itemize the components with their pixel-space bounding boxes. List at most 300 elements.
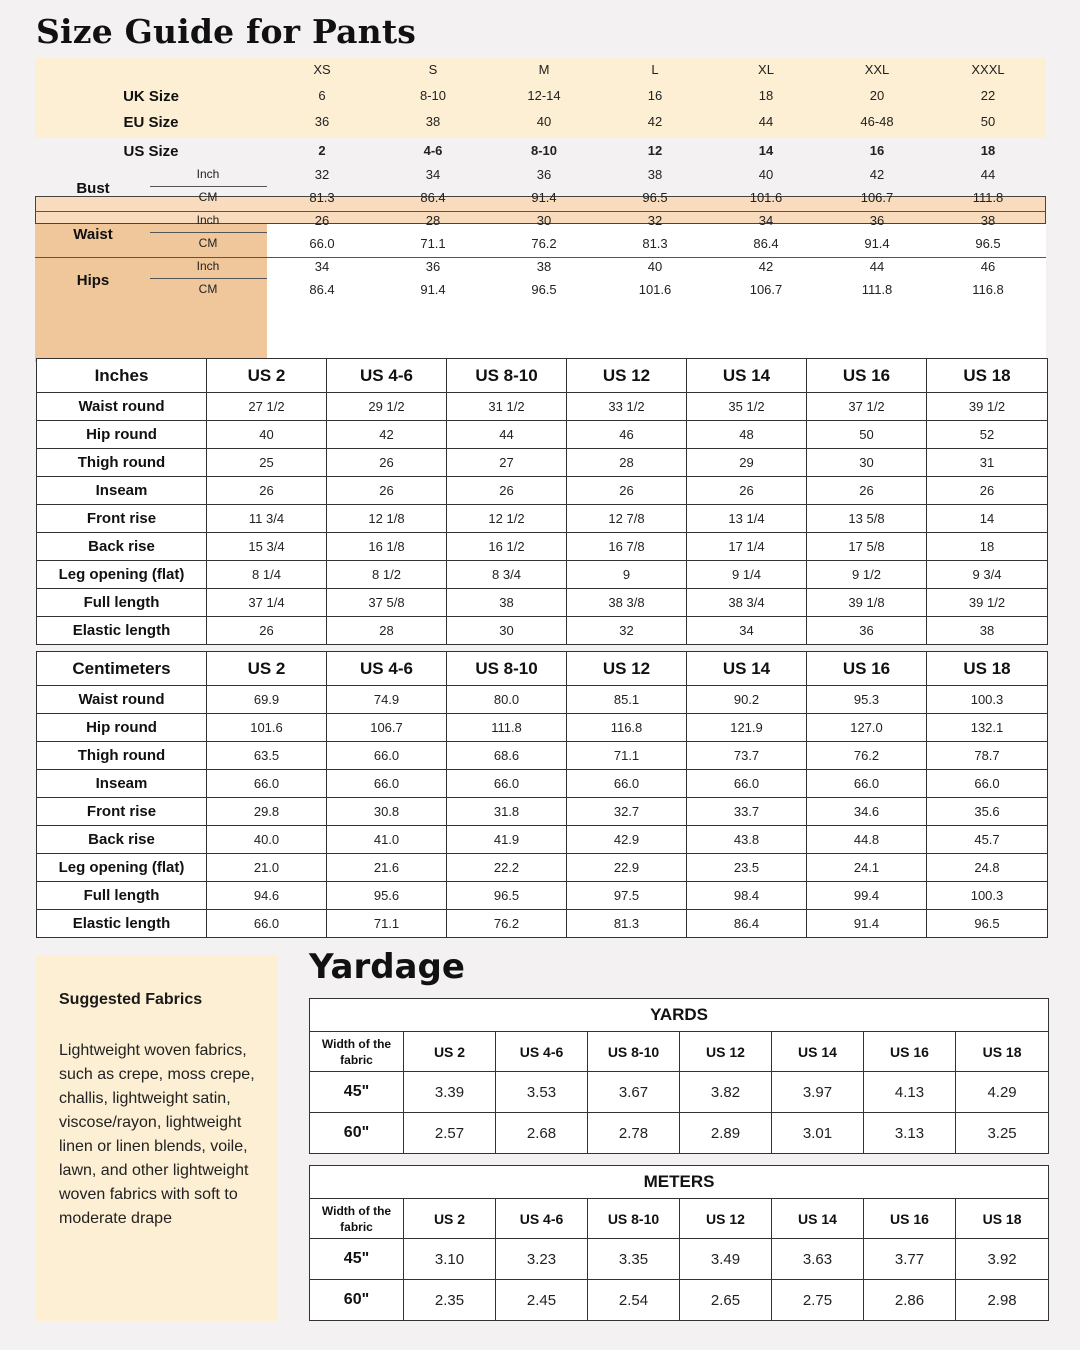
cm-value: 111.8	[861, 282, 893, 297]
cm-value: 76.2	[531, 236, 557, 251]
cm-value: 81.3	[642, 236, 668, 251]
letter-size: L	[651, 62, 659, 77]
table-cell: 86.4	[687, 910, 807, 938]
us-size-value: 12	[647, 143, 663, 158]
table-cell: 99.4	[807, 882, 927, 910]
table-cell: 26	[327, 477, 447, 505]
size-header: US 4-6	[496, 1199, 588, 1239]
table-cell: 4.29	[956, 1072, 1049, 1113]
eu-size-value: 44	[758, 114, 774, 129]
fabric-width: 45"	[310, 1239, 404, 1280]
table-cell: 27	[447, 449, 567, 477]
eu-size-value: 36	[314, 114, 330, 129]
table-cell: 29 1/2	[327, 393, 447, 421]
table-cell: 30.8	[327, 798, 447, 826]
uk-size-value: 18	[758, 88, 774, 103]
table-cell: 68.6	[447, 742, 567, 770]
row-label: Hip round	[37, 714, 207, 742]
uk-size-value: 12-14	[527, 88, 561, 103]
table-cell: 9 1/4	[687, 561, 807, 589]
table-cell: 40	[207, 421, 327, 449]
table-cell: 16 1/2	[447, 533, 567, 561]
table-cell: 80.0	[447, 686, 567, 714]
table-row	[37, 589, 1048, 617]
table-cell: 26	[927, 477, 1048, 505]
table-cell: 132.1	[927, 714, 1048, 742]
table-cell: 3.92	[956, 1239, 1049, 1280]
table-cell: 8 3/4	[447, 561, 567, 589]
table-cell: 3.49	[680, 1239, 772, 1280]
table-cell: 17 1/4	[687, 533, 807, 561]
table-cell: 2.75	[772, 1280, 864, 1321]
cm-value: 86.4	[309, 282, 335, 297]
table-row	[37, 393, 1048, 421]
table-cell: 2.57	[404, 1113, 496, 1154]
eu-size-label: EU Size	[123, 114, 179, 131]
size-header: US 14	[772, 1032, 864, 1072]
inch-value: 28	[425, 213, 441, 228]
row-label: Front rise	[37, 798, 207, 826]
cm-value: 96.5	[531, 282, 557, 297]
table-cell: 38	[447, 589, 567, 617]
inch-value: 34	[425, 167, 441, 182]
table-cell: 24.8	[927, 854, 1048, 882]
yards-table	[309, 998, 1049, 1154]
size-header: US 4-6	[327, 652, 447, 686]
cm-value: 116.8	[972, 282, 1004, 297]
table-cell: 39 1/2	[927, 589, 1048, 617]
table-cell: 3.10	[404, 1239, 496, 1280]
measure-label: Bust	[76, 180, 110, 197]
table-cell: 66.0	[807, 770, 927, 798]
table-cell: 26	[687, 477, 807, 505]
table-cell: 44.8	[807, 826, 927, 854]
cm-value: 86.4	[753, 236, 779, 251]
unit-inch: Inch	[196, 213, 220, 227]
row-label: Thigh round	[37, 742, 207, 770]
size-header: US 14	[772, 1199, 864, 1239]
yardage-caption: YARDS	[310, 999, 1049, 1032]
table-row	[37, 854, 1048, 882]
cm-value: 106.7	[749, 282, 783, 297]
size-header: US 16	[807, 359, 927, 393]
table-cell: 127.0	[807, 714, 927, 742]
table-cell: 3.67	[588, 1072, 680, 1113]
row-label: Inseam	[37, 477, 207, 505]
table-cell: 45.7	[927, 826, 1048, 854]
table-cell: 32	[567, 617, 687, 645]
measure-label: Waist	[73, 226, 113, 243]
inch-value: 38	[536, 259, 552, 274]
table-cell: 26	[207, 617, 327, 645]
table-cell: 3.53	[496, 1072, 588, 1113]
cm-value: 111.8	[972, 190, 1004, 205]
table-header-row	[310, 1032, 1049, 1072]
measure-row-separator	[35, 257, 1046, 258]
table-cell: 3.63	[772, 1239, 864, 1280]
table-cell: 41.0	[327, 826, 447, 854]
table-cell: 39 1/2	[927, 393, 1048, 421]
table-cell: 69.9	[207, 686, 327, 714]
row-label: Elastic length	[37, 910, 207, 938]
letter-size: XXXL	[971, 62, 1005, 77]
row-label: Back rise	[37, 533, 207, 561]
inch-value: 38	[647, 167, 663, 182]
row-label: Leg opening (flat)	[37, 854, 207, 882]
table-cell: 39 1/8	[807, 589, 927, 617]
unit-cm: CM	[198, 236, 218, 250]
table-cell: 40.0	[207, 826, 327, 854]
size-header: US 12	[567, 652, 687, 686]
inch-value: 40	[758, 167, 774, 182]
uk-size-value: 20	[869, 88, 885, 103]
uk-size-value: 16	[647, 88, 663, 103]
table-cell: 8 1/4	[207, 561, 327, 589]
table-cell: 66.0	[567, 770, 687, 798]
table-cell: 66.0	[327, 742, 447, 770]
table-cell: 17 5/8	[807, 533, 927, 561]
table-cell: 74.9	[327, 686, 447, 714]
centimeters-table	[36, 651, 1048, 938]
table-row	[310, 1072, 1049, 1113]
unit-inch: Inch	[196, 167, 220, 181]
yardage-title: Yardage	[309, 947, 465, 987]
us-size-value: 14	[758, 143, 774, 158]
unit-divider	[150, 186, 267, 187]
measure-row-separator	[35, 211, 1046, 212]
size-header: US 14	[687, 652, 807, 686]
table-cell: 24.1	[807, 854, 927, 882]
size-header: US 2	[404, 1199, 496, 1239]
table-cell: 2.65	[680, 1280, 772, 1321]
size-header: US 8-10	[588, 1199, 680, 1239]
table-cell: 48	[687, 421, 807, 449]
table-cell: 96.5	[927, 910, 1048, 938]
size-header: US 18	[956, 1199, 1049, 1239]
table-cell: 46	[567, 421, 687, 449]
table-row	[37, 882, 1048, 910]
row-label: Inseam	[37, 770, 207, 798]
table-cell: 9 1/2	[807, 561, 927, 589]
row-label: Full length	[37, 589, 207, 617]
letter-size: XXL	[864, 62, 890, 77]
cm-value: 91.4	[420, 282, 446, 297]
cm-value: 96.5	[975, 236, 1001, 251]
size-guide-table	[35, 58, 1046, 304]
table-row	[37, 714, 1048, 742]
table-cell: 9	[567, 561, 687, 589]
table-cell: 85.1	[567, 686, 687, 714]
table-cell: 28	[567, 449, 687, 477]
table-row	[37, 826, 1048, 854]
eu-size-value: 38	[425, 114, 441, 129]
row-label: Front rise	[37, 505, 207, 533]
table-cell: 16 1/8	[327, 533, 447, 561]
table-cell: 22.9	[567, 854, 687, 882]
size-header: US 18	[927, 359, 1048, 393]
table-cell: 26	[207, 477, 327, 505]
table-cell: 44	[447, 421, 567, 449]
table-cell: 31 1/2	[447, 393, 567, 421]
table-row	[37, 617, 1048, 645]
table-cell: 37 1/2	[807, 393, 927, 421]
row-label: Elastic length	[37, 617, 207, 645]
row-label: Hip round	[37, 421, 207, 449]
uk-size-value: 6	[318, 88, 326, 103]
table-cell: 38	[927, 617, 1048, 645]
inch-value: 42	[869, 167, 885, 182]
table-cell: 37 5/8	[327, 589, 447, 617]
size-header: US 18	[927, 652, 1048, 686]
inch-value: 46	[980, 259, 996, 274]
table-cell: 16 7/8	[567, 533, 687, 561]
table-cell: 34	[687, 617, 807, 645]
table-cell: 91.4	[807, 910, 927, 938]
table-cell: 66.0	[927, 770, 1048, 798]
unit-cm: CM	[198, 282, 218, 296]
cm-value: 101.6	[749, 190, 783, 205]
cm-value: 66.0	[309, 236, 335, 251]
width-header: Width of the fabric	[310, 1199, 404, 1239]
table-cell: 38 3/8	[567, 589, 687, 617]
width-header: Width of the fabric	[310, 1032, 404, 1072]
table-cell: 3.25	[956, 1113, 1049, 1154]
us-size-label: US Size	[123, 143, 179, 160]
table-cell: 12 7/8	[567, 505, 687, 533]
table-cell: 37 1/4	[207, 589, 327, 617]
eu-size-value: 42	[647, 114, 663, 129]
table-cell: 95.3	[807, 686, 927, 714]
table-cell: 3.35	[588, 1239, 680, 1280]
table-cell: 12 1/8	[327, 505, 447, 533]
row-label: Leg opening (flat)	[37, 561, 207, 589]
table-cell: 71.1	[327, 910, 447, 938]
size-header: US 4-6	[327, 359, 447, 393]
table-cell: 2.35	[404, 1280, 496, 1321]
table-cell: 111.8	[447, 714, 567, 742]
size-header: US 14	[687, 359, 807, 393]
table-cell: 100.3	[927, 882, 1048, 910]
inch-value: 30	[536, 213, 552, 228]
table-cell: 41.9	[447, 826, 567, 854]
unit-inch: Inch	[196, 259, 220, 273]
inch-value: 34	[758, 213, 774, 228]
inches-table	[36, 358, 1048, 645]
measure-label: Hips	[76, 272, 110, 289]
table-row	[37, 561, 1048, 589]
caption-row	[310, 999, 1049, 1032]
table-cell: 22.2	[447, 854, 567, 882]
table-cell: 95.6	[327, 882, 447, 910]
table-cell: 29	[687, 449, 807, 477]
table-cell: 81.3	[567, 910, 687, 938]
fabric-width: 60"	[310, 1113, 404, 1154]
table-cell: 3.39	[404, 1072, 496, 1113]
table-cell: 66.0	[327, 770, 447, 798]
unit-divider	[150, 278, 267, 279]
table-cell: 25	[207, 449, 327, 477]
table-cell: 18	[927, 533, 1048, 561]
row-label: Full length	[37, 882, 207, 910]
size-header: US 4-6	[496, 1032, 588, 1072]
table-row	[37, 686, 1048, 714]
table-cell: 26	[807, 477, 927, 505]
table-cell: 26	[567, 477, 687, 505]
table-cell: 4.13	[864, 1072, 956, 1113]
inch-value: 36	[869, 213, 885, 228]
table-cell: 3.77	[864, 1239, 956, 1280]
cm-value: 71.1	[420, 236, 446, 251]
inch-value: 34	[314, 259, 330, 274]
table-cell: 28	[327, 617, 447, 645]
yardage-caption: METERS	[310, 1166, 1049, 1199]
table-cell: 2.68	[496, 1113, 588, 1154]
table-row	[37, 533, 1048, 561]
table-cell: 94.6	[207, 882, 327, 910]
inch-value: 32	[314, 167, 330, 182]
us-size-value: 18	[980, 143, 996, 158]
table-cell: 3.23	[496, 1239, 588, 1280]
inch-value: 32	[647, 213, 663, 228]
cm-value: 86.4	[420, 190, 446, 205]
table-cell: 8 1/2	[327, 561, 447, 589]
table-cell: 66.0	[447, 770, 567, 798]
inch-value: 36	[425, 259, 441, 274]
table-cell: 2.45	[496, 1280, 588, 1321]
table-cell: 27 1/2	[207, 393, 327, 421]
table-cell: 35 1/2	[687, 393, 807, 421]
table-cell: 23.5	[687, 854, 807, 882]
table-cell: 21.0	[207, 854, 327, 882]
size-header: US 8-10	[447, 359, 567, 393]
table-cell: 2.86	[864, 1280, 956, 1321]
size-header: US 16	[807, 652, 927, 686]
inch-value: 26	[314, 213, 330, 228]
table-cell: 121.9	[687, 714, 807, 742]
eu-size-value: 46-48	[860, 114, 894, 129]
table-cell: 26	[447, 477, 567, 505]
inch-value: 44	[980, 167, 996, 182]
table-cell: 15 3/4	[207, 533, 327, 561]
suggested-fabrics-text: Lightweight woven fabrics, such as crepe, moss crepe, challis, lightweight satin, viscose/rayon, lightweight linen or linen blends, voile, lawn, and other lightweight woven fabrics with soft to moderate drape	[59, 1042, 255, 1227]
table-cell: 11 3/4	[207, 505, 327, 533]
unit-header: Centimeters	[37, 652, 207, 686]
table-row	[37, 798, 1048, 826]
letter-size: M	[538, 62, 550, 77]
table-header-row	[310, 1199, 1049, 1239]
size-header: US 16	[864, 1199, 956, 1239]
table-row	[37, 449, 1048, 477]
table-row	[310, 1280, 1049, 1321]
table-cell: 35.6	[927, 798, 1048, 826]
table-cell: 30	[807, 449, 927, 477]
table-header-row	[37, 359, 1048, 393]
table-cell: 76.2	[807, 742, 927, 770]
us-size-value: 16	[869, 143, 885, 158]
table-cell: 66.0	[207, 770, 327, 798]
table-row	[37, 421, 1048, 449]
us-size-value: 4-6	[423, 143, 443, 158]
table-cell: 43.8	[687, 826, 807, 854]
cm-value: 106.7	[860, 190, 894, 205]
size-header: US 12	[680, 1032, 772, 1072]
size-header: US 18	[956, 1032, 1049, 1072]
inch-value: 36	[536, 167, 552, 182]
inch-value: 38	[980, 213, 996, 228]
table-cell: 33.7	[687, 798, 807, 826]
size-header: US 2	[207, 359, 327, 393]
table-cell: 50	[807, 421, 927, 449]
fabric-width: 60"	[310, 1280, 404, 1321]
table-row	[310, 1239, 1049, 1280]
table-cell: 3.01	[772, 1113, 864, 1154]
table-cell: 33 1/2	[567, 393, 687, 421]
inch-value: 44	[869, 259, 885, 274]
table-cell: 52	[927, 421, 1048, 449]
table-cell: 2.78	[588, 1113, 680, 1154]
table-cell: 3.82	[680, 1072, 772, 1113]
uk-size-value: 8-10	[419, 88, 447, 103]
eu-size-value: 50	[980, 114, 996, 129]
table-cell: 42	[327, 421, 447, 449]
table-row	[37, 477, 1048, 505]
table-cell: 98.4	[687, 882, 807, 910]
uk-size-value: 22	[980, 88, 996, 103]
table-cell: 21.6	[327, 854, 447, 882]
cm-value: 101.6	[638, 282, 672, 297]
cm-value: 81.3	[309, 190, 335, 205]
suggested-fabrics-title: Suggested Fabrics	[59, 991, 203, 1008]
table-row	[37, 910, 1048, 938]
row-label: Waist round	[37, 686, 207, 714]
row-label: Waist round	[37, 393, 207, 421]
size-header: US 12	[680, 1199, 772, 1239]
table-cell: 2.98	[956, 1280, 1049, 1321]
fabric-width: 45"	[310, 1072, 404, 1113]
table-cell: 14	[927, 505, 1048, 533]
table-cell: 63.5	[207, 742, 327, 770]
table-cell: 73.7	[687, 742, 807, 770]
table-cell: 90.2	[687, 686, 807, 714]
us-size-value: 2	[318, 143, 326, 158]
table-cell: 26	[327, 449, 447, 477]
table-cell: 29.8	[207, 798, 327, 826]
meters-table	[309, 1165, 1049, 1321]
letter-size: S	[428, 62, 438, 77]
size-header: US 2	[404, 1032, 496, 1072]
table-cell: 97.5	[567, 882, 687, 910]
letter-size: XL	[758, 62, 774, 77]
inch-value: 42	[758, 259, 774, 274]
table-cell: 66.0	[207, 910, 327, 938]
table-cell: 78.7	[927, 742, 1048, 770]
table-row	[37, 770, 1048, 798]
table-cell: 71.1	[567, 742, 687, 770]
size-header: US 8-10	[447, 652, 567, 686]
table-cell: 76.2	[447, 910, 567, 938]
table-cell: 13 5/8	[807, 505, 927, 533]
row-label: Thigh round	[37, 449, 207, 477]
table-cell: 3.97	[772, 1072, 864, 1113]
unit-header: Inches	[37, 359, 207, 393]
cm-value: 91.4	[864, 236, 890, 251]
uk-size-label: UK Size	[123, 88, 179, 105]
table-cell: 100.3	[927, 686, 1048, 714]
unit-cm: CM	[198, 190, 218, 204]
table-cell: 12 1/2	[447, 505, 567, 533]
size-header: US 16	[864, 1032, 956, 1072]
table-cell: 38 3/4	[687, 589, 807, 617]
